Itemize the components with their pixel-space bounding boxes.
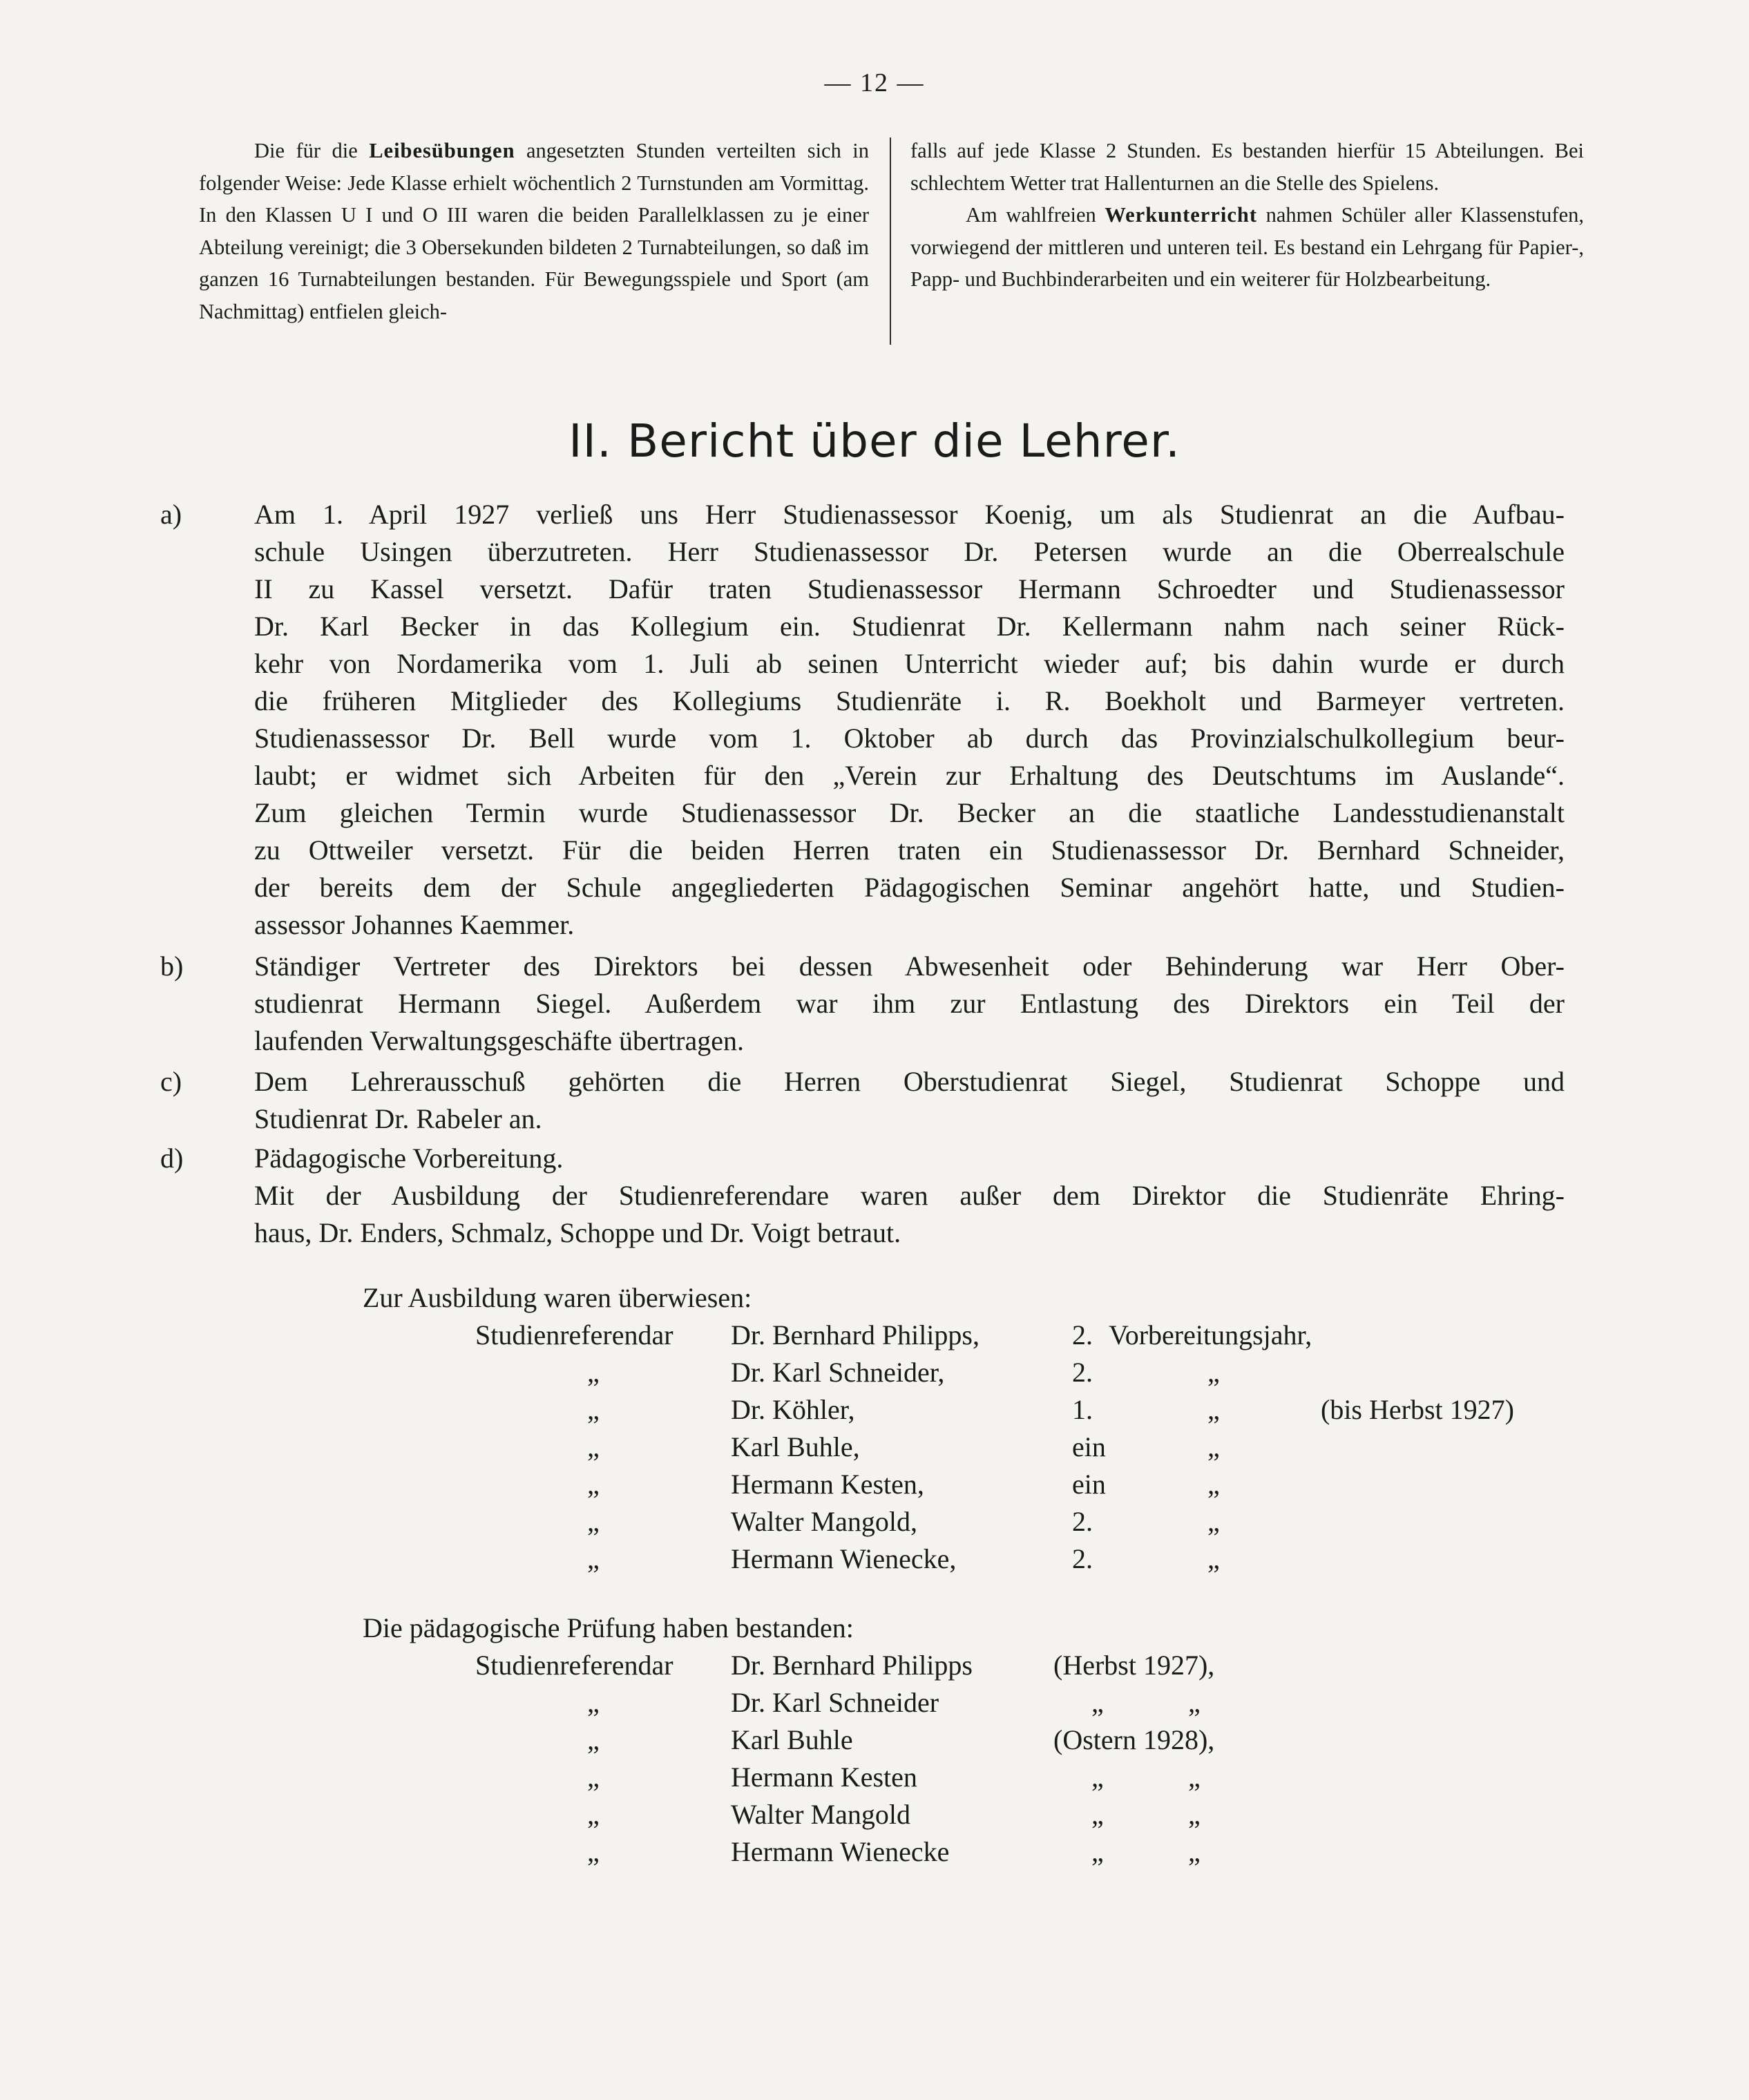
row-year: ein: [1072, 1469, 1106, 1500]
text-line: Studienassessor Dr. Bell wurde vom 1. Oktober ab durch das Provinzialschulkollegium beur-: [254, 723, 1565, 754]
text-line: assessor Johannes Kaemmer.: [254, 909, 575, 940]
row-ditto: „: [1188, 1799, 1201, 1830]
row-name: Dr. Bernhard Philipps,: [731, 1319, 979, 1350]
text-line: haus, Dr. Enders, Schmalz, Schoppe und Dr. Voigt betraut.: [254, 1217, 901, 1248]
left-paragraph: [199, 135, 869, 327]
row-title: „: [587, 1799, 600, 1830]
row-name: Walter Mangold: [731, 1799, 911, 1830]
row-term: (Ostern 1928),: [1053, 1724, 1215, 1755]
section-c: [160, 1063, 1565, 1138]
row-name: Karl Buhle: [731, 1724, 853, 1755]
text-run: Am wahlfreien: [966, 203, 1105, 227]
left-column: [199, 135, 869, 327]
row-year: 2.: [1072, 1319, 1093, 1350]
row-ditto: „: [1188, 1762, 1201, 1793]
text-line: Zum gleichen Termin wurde Studienassessor Dr. Becker an die staatliche Landesstudienanstalt: [254, 797, 1565, 828]
row-year: ein: [1072, 1431, 1106, 1462]
text-line: Ständiger Vertreter des Direktors bei dessen Abwesenheit oder Behinderung war Herr Ober-: [254, 951, 1565, 982]
text-line: die früheren Mitglieder des Kollegiums Studienräte i. R. Boekholt und Barmeyer vertreten.: [254, 685, 1565, 716]
row-ditto: „: [1188, 1687, 1201, 1718]
row-title: „: [587, 1724, 600, 1755]
two-column-section: [199, 135, 1584, 352]
row-title: „: [587, 1687, 600, 1718]
text-line: der bereits dem der Schule angegliederten Pädagogischen Seminar angehört hatte, und Studien-: [254, 872, 1565, 903]
text-line: Dem Lehrerausschuß gehörten die Herren Oberstudienrat Siegel, Studienrat Schoppe und: [254, 1066, 1565, 1097]
text-run: angesetzten Stunden verteilten sich in folgender Weise: Jede Klasse erhielt wöchentlich 2 Turnstunden am Vormittag. In den Klassen U I und O III waren die beiden Parallelklassen zu je einer Abteilung vereinigt; die 3 Obersekunden bildeten 2 Turnabteilungen, so daß im ganzen 16 Turnabteilungen bestanden. Für Bewegungsspiele und Sport (am Nachmittag) entfielen gleich-: [199, 139, 869, 323]
text-line: schule Usingen überzutreten. Herr Studienassessor Dr. Petersen wurde an die Oberrealschule: [254, 536, 1565, 567]
text-line: Am 1. April 1927 verließ uns Herr Studienassessor Koenig, um als Studienrat an die Aufbau-: [254, 499, 1565, 530]
text-line: zu Ottweiler versetzt. Für die beiden Herren traten ein Studienassessor Dr. Bernhard Schneider,: [254, 834, 1565, 866]
row-label: „: [1207, 1357, 1220, 1388]
row-label: „: [1207, 1543, 1220, 1574]
row-title: „: [587, 1543, 600, 1574]
row-name: Dr. Karl Schneider,: [731, 1357, 945, 1388]
text-line: II zu Kassel versetzt. Dafür traten Studienassessor Hermann Schroedter und Studienassessor: [254, 573, 1565, 604]
right-paragraph-1: falls auf jede Klasse 2 Stunden. Es bestanden hierfür 15 Abteilungen. Bei schlechtem Wetter trat Hallenturnen an die Stelle des Spielens.: [910, 139, 1584, 195]
row-name: Dr. Köhler,: [731, 1394, 855, 1425]
text-line: studienrat Hermann Siegel. Außerdem war ihm zur Entlastung des Direktors ein Teil der: [254, 988, 1565, 1019]
emphasis-leibesuebungen: Leibesübungen: [369, 139, 515, 162]
row-name: Hermann Kesten: [731, 1762, 917, 1793]
row-name: Hermann Wienecke: [731, 1836, 950, 1867]
row-name: Karl Buhle,: [731, 1431, 860, 1462]
row-title: Studienreferendar: [475, 1319, 673, 1350]
text-line: kehr von Nordamerika vom 1. Juli ab seinen Unterricht wieder auf; bis dahin wurde er durch: [254, 648, 1565, 679]
row-ditto: „: [1091, 1799, 1104, 1830]
row-name: Dr. Bernhard Philipps: [731, 1650, 973, 1681]
text-line: laubt; er widmet sich Arbeiten für den „Verein zur Erhaltung des Deutschtums im Auslande“.: [254, 760, 1565, 791]
section-d: [160, 1140, 1565, 1252]
section-b: [160, 948, 1565, 1060]
row-label: „: [1207, 1469, 1220, 1500]
row-label: „: [1207, 1431, 1220, 1462]
section-heading: II. Bericht über die Lehrer.: [568, 414, 1181, 468]
passed-intro: Die pädagogische Prüfung haben bestanden:: [363, 1612, 854, 1643]
row-title: „: [587, 1836, 600, 1867]
emphasis-werkunterricht: Werkunterricht: [1105, 203, 1258, 227]
text-line: Dr. Karl Becker in das Kollegium ein. Studienrat Dr. Kellermann nahm nach seiner Rück-: [254, 611, 1565, 642]
row-year: 1.: [1072, 1394, 1093, 1425]
row-label: „: [1207, 1394, 1220, 1425]
row-name: Hermann Wienecke,: [731, 1543, 957, 1574]
item-marker: c): [160, 1066, 182, 1097]
row-ditto: „: [1091, 1836, 1104, 1867]
row-title: „: [587, 1469, 600, 1500]
page-number: — 12 —: [824, 68, 925, 97]
row-ditto: „: [1091, 1762, 1104, 1793]
text-line: laufenden Verwaltungsgeschäfte übertragen.: [254, 1025, 744, 1056]
row-label: Vorbereitungsjahr,: [1109, 1319, 1312, 1350]
row-title: „: [587, 1506, 600, 1537]
item-marker: b): [160, 951, 184, 982]
item-marker: a): [160, 499, 182, 530]
row-title: „: [587, 1357, 600, 1388]
right-column: [910, 135, 1584, 296]
column-divider: [890, 137, 891, 345]
row-ditto: „: [1091, 1687, 1104, 1718]
row-year: 2.: [1072, 1357, 1093, 1388]
row-year: 2.: [1072, 1543, 1093, 1574]
row-title: Studienreferendar: [475, 1650, 673, 1681]
row-name: Hermann Kesten,: [731, 1469, 924, 1500]
row-title: „: [587, 1431, 600, 1462]
row-year: 2.: [1072, 1506, 1093, 1537]
row-note: (bis Herbst 1927): [1321, 1394, 1514, 1425]
right-paragraph-2: [910, 199, 1584, 296]
text-line: Studienrat Dr. Rabeler an.: [254, 1103, 542, 1134]
text-run: Die für die: [254, 139, 370, 162]
text-run: nahmen Schüler aller Klassenstufen, vorwiegend der mittleren und unteren teil. Es bestand ein Lehrgang für Papier-, Papp- und Buchbinderarbeiten und ein weiterer für Holzbearbeitung.: [910, 203, 1584, 291]
row-title: „: [587, 1762, 600, 1793]
row-ditto: „: [1188, 1836, 1201, 1867]
text-line: Mit der Ausbildung der Studienreferendare waren außer dem Direktor die Studienräte Ehring-: [254, 1180, 1565, 1211]
assigned-intro: Zur Ausbildung waren überwiesen:: [363, 1282, 752, 1313]
item-marker: d): [160, 1143, 184, 1174]
section-a: [160, 496, 1565, 944]
row-name: Walter Mangold,: [731, 1506, 918, 1537]
section-d-title: Pädagogische Vorbereitung.: [254, 1143, 564, 1174]
row-title: „: [587, 1394, 600, 1425]
row-label: „: [1207, 1506, 1220, 1537]
row-term: (Herbst 1927),: [1053, 1650, 1215, 1681]
row-name: Dr. Karl Schneider: [731, 1687, 939, 1718]
